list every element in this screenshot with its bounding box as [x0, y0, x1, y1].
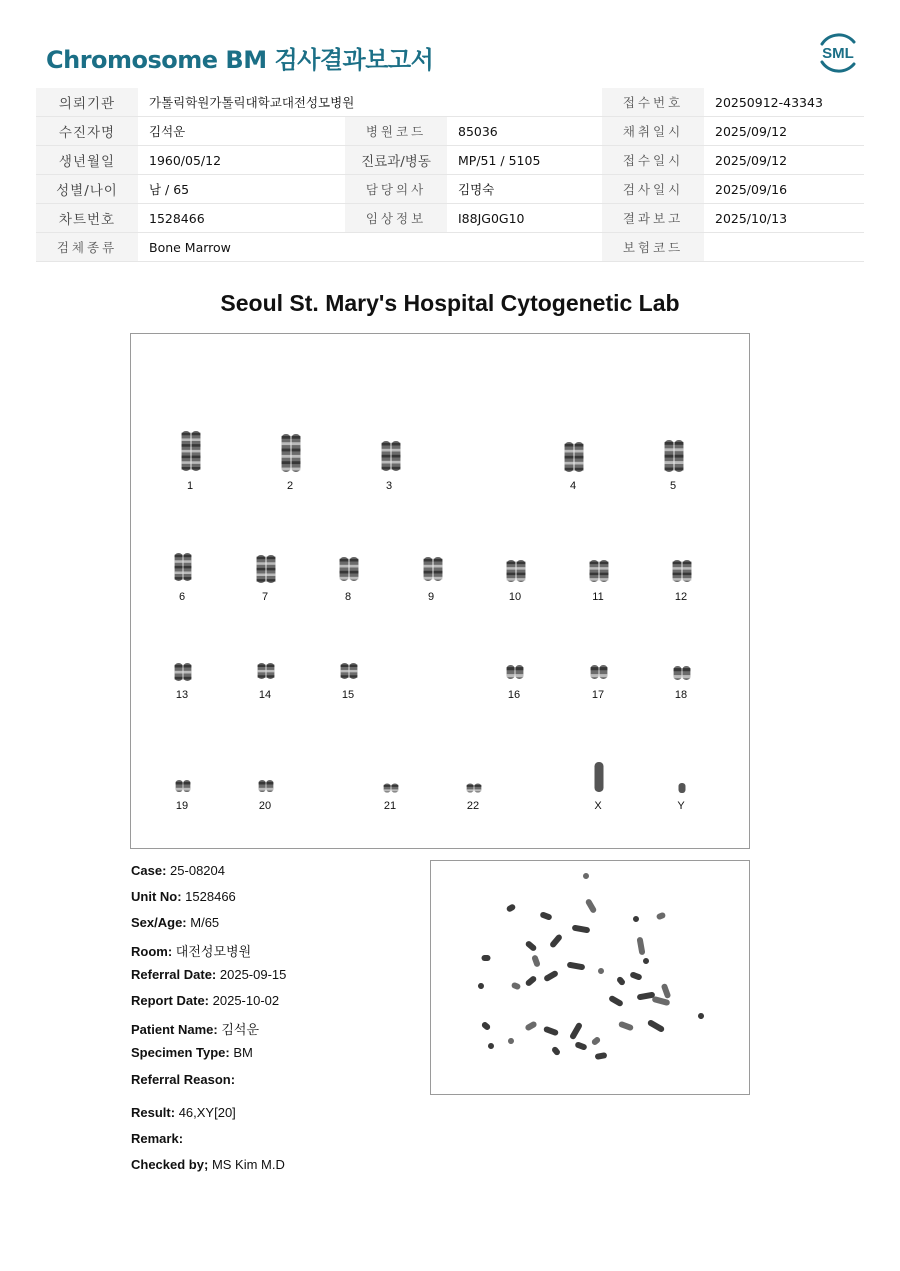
chromosome-label: 17	[591, 689, 605, 701]
metaphase-chromosome	[482, 955, 491, 961]
chromosome-label: Y	[677, 800, 685, 812]
label-collection-date: 채취일시	[602, 117, 704, 146]
value-requesting-institution: 가톨릭학원가톨릭대학교대전성모병원	[138, 88, 602, 117]
metaphase-chromosome	[543, 1026, 559, 1037]
metaphase-chromosome	[506, 903, 517, 913]
chromosome-pair	[175, 553, 192, 581]
metaphase-chromosome	[582, 872, 590, 880]
report-report-date: Report Date: 2025-10-02	[131, 993, 280, 1008]
value-department-ward: MP/51 / 5105	[447, 146, 602, 175]
report-referral-reason: Referral Reason:	[131, 1072, 236, 1087]
metaphase-chromosome	[551, 1046, 561, 1057]
chromosome-label: 3	[385, 480, 393, 492]
chromosome-label: 20	[258, 800, 272, 812]
patient-info-table	[36, 88, 864, 262]
svg-text:SML: SML	[822, 45, 854, 62]
metaphase-chromosome	[481, 1021, 492, 1031]
metaphase-chromosome	[697, 1012, 705, 1020]
lab-title: Seoul St. Mary's Hospital Cytogenetic Lab	[220, 290, 680, 316]
chromosome-label: 22	[466, 800, 480, 812]
chromosome-pair	[424, 557, 443, 581]
value-insurance-code	[704, 233, 864, 262]
label-specimen-type: 검체종류	[36, 233, 138, 262]
chromosome-pair	[507, 560, 526, 582]
chromosome-label: 2	[286, 480, 294, 492]
label-requesting-institution: 의뢰기관	[36, 88, 138, 117]
chromosome-label: 11	[592, 591, 604, 603]
chromosome-pair	[341, 663, 358, 679]
metaphase-chromosome	[487, 1042, 495, 1050]
chromosome-label: 21	[383, 800, 397, 812]
chromosome-label: 10	[508, 591, 522, 603]
chromosome-label: 1	[186, 480, 194, 492]
report-specimen-type: Specimen Type: BM	[131, 1045, 253, 1060]
label-receipt-date: 접수일시	[602, 146, 704, 175]
label-receipt-number: 접수번호	[602, 88, 704, 117]
label-sex-age: 성별/나이	[36, 175, 138, 204]
metaphase-chromosome	[608, 995, 624, 1008]
metaphase-chromosome	[597, 967, 605, 975]
report-title: Chromosome BM 검사결과보고서	[46, 46, 434, 74]
label-chart-number: 차트번호	[36, 204, 138, 233]
chromosome-pair	[340, 557, 359, 581]
metaphase-chromosome	[585, 898, 598, 914]
metaphase-image	[430, 860, 750, 1095]
chromosome-pair	[257, 555, 276, 583]
chromosome-single	[679, 783, 686, 793]
chromosome-pair	[175, 663, 192, 681]
report-patient-name: Patient Name: 김석운	[131, 1022, 260, 1037]
chromosome-label: 18	[674, 689, 688, 701]
chromosome-pair	[382, 441, 401, 471]
metaphase-chromosome	[524, 940, 537, 952]
table-row	[36, 88, 864, 117]
report-referral-date: Referral Date: 2025-09-15	[131, 967, 287, 982]
value-receipt-number: 20250912-43343	[704, 88, 864, 117]
metaphase-spread	[431, 861, 749, 1094]
chromosome-label: 7	[261, 591, 269, 603]
chromosome-pair	[591, 665, 608, 679]
chromosome-label: 8	[344, 591, 352, 603]
report-sex-age: Sex/Age: M/65	[131, 915, 220, 930]
label-patient-name: 수진자명	[36, 117, 138, 146]
chromosome-label: X	[594, 800, 602, 812]
metaphase-chromosome	[508, 1038, 515, 1045]
report-room: Room: 대전성모병원	[131, 944, 252, 959]
sml-logo	[814, 30, 862, 76]
metaphase-chromosome	[618, 1021, 634, 1032]
chromosome-pair	[507, 665, 524, 679]
metaphase-chromosome	[656, 912, 667, 921]
metaphase-chromosome	[549, 933, 563, 948]
metaphase-chromosome	[543, 970, 559, 983]
value-hospital-code: 85036	[447, 117, 602, 146]
value-specimen-type: Bone Marrow	[138, 233, 602, 262]
report-checked-by: Checked by; MS Kim M.D	[131, 1157, 285, 1172]
chromosome-pair	[467, 784, 482, 793]
report-result: Result: 46,XY[20]	[131, 1105, 236, 1120]
value-sex-age: 남 / 65	[138, 175, 345, 204]
chromosome-pair	[673, 560, 692, 582]
metaphase-chromosome	[591, 1036, 602, 1046]
chromosome-pair	[282, 434, 301, 472]
metaphase-chromosome	[574, 1041, 587, 1051]
metaphase-chromosome	[539, 911, 552, 921]
metaphase-chromosome	[572, 924, 591, 933]
chromosome-pair	[384, 784, 399, 793]
label-hospital-code: 병원코드	[345, 117, 447, 146]
metaphase-chromosome	[632, 915, 640, 923]
table-row	[36, 146, 864, 175]
label-insurance-code: 보험코드	[602, 233, 704, 262]
label-result-report: 결과보고	[602, 204, 704, 233]
metaphase-chromosome	[642, 957, 650, 965]
chromosome-label: 15	[341, 689, 355, 701]
value-test-date: 2025/09/16	[704, 175, 864, 204]
metaphase-chromosome	[616, 976, 626, 987]
chromosome-pair	[590, 560, 609, 582]
table-row	[36, 233, 864, 262]
metaphase-chromosome	[478, 983, 485, 990]
metaphase-chromosome	[531, 954, 541, 967]
report-unit-no: Unit No: 1528466	[131, 889, 236, 904]
chromosome-label: 12	[674, 591, 688, 603]
metaphase-chromosome	[524, 975, 537, 987]
metaphase-chromosome	[636, 937, 645, 956]
report-case: Case: 25-08204	[131, 863, 225, 878]
chromosome-label: 13	[175, 689, 189, 701]
chromosome-label: 6	[178, 591, 186, 603]
table-row	[36, 204, 864, 233]
value-receipt-date: 2025/09/12	[704, 146, 864, 175]
table-row	[36, 117, 864, 146]
report-remark: Remark:	[131, 1131, 184, 1146]
chromosome-label: 19	[175, 800, 189, 812]
label-birth-date: 생년월일	[36, 146, 138, 175]
label-department-ward: 진료과/병동	[345, 146, 447, 175]
value-clinical-info: I88JG0G10	[447, 204, 602, 233]
chromosome-label: 4	[569, 480, 577, 492]
metaphase-chromosome	[629, 971, 642, 981]
value-chart-number: 1528466	[138, 204, 345, 233]
label-clinical-info: 임상정보	[345, 204, 447, 233]
chromosome-label: 14	[258, 689, 272, 701]
value-physician: 김명숙	[447, 175, 602, 204]
value-result-report: 2025/10/13	[704, 204, 864, 233]
value-patient-name: 김석운	[138, 117, 345, 146]
chromosome-pair	[674, 666, 691, 680]
chromosome-pair	[259, 780, 274, 792]
metaphase-chromosome	[511, 982, 522, 991]
chromosome-pair	[182, 431, 201, 471]
metaphase-chromosome	[647, 1019, 666, 1033]
metaphase-chromosome	[524, 1020, 537, 1031]
chromosome-pair	[665, 440, 684, 472]
chromosome-pair	[565, 442, 584, 472]
metaphase-chromosome	[569, 1022, 583, 1041]
metaphase-chromosome	[661, 983, 672, 999]
chromosome-pair	[258, 663, 275, 679]
metaphase-chromosome	[567, 961, 586, 970]
chromosome-pair	[176, 780, 191, 792]
chromosome-label: 9	[427, 591, 435, 603]
label-physician: 담당의사	[345, 175, 447, 204]
label-test-date: 검사일시	[602, 175, 704, 204]
chromosome-label: 5	[669, 480, 677, 492]
chromosome-single	[595, 762, 604, 792]
value-birth-date: 1960/05/12	[138, 146, 345, 175]
value-collection-date: 2025/09/12	[704, 117, 864, 146]
table-row	[36, 175, 864, 204]
metaphase-chromosome	[595, 1052, 608, 1060]
chromosome-label: 16	[507, 689, 521, 701]
